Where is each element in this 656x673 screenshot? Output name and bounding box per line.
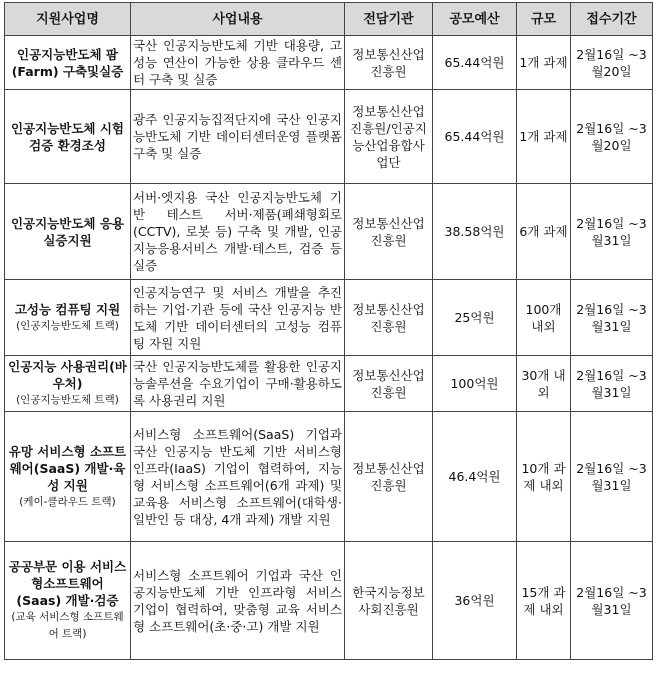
program-agency: 정보통신산업진흥원: [345, 412, 433, 542]
program-track: (케이-클라우드 트랙): [19, 495, 116, 508]
program-name: 인공지능반도체 시험검증 환경조성: [10, 120, 125, 153]
program-period: 2월16일 ~3월31일: [571, 356, 653, 412]
program-agency: 정보통신산업진흥원: [345, 356, 433, 412]
header-scale: 규모: [517, 3, 571, 36]
program-content: 인공지능연구 및 서비스 개발을 추진하는 기업·기관 등에 국산 인공지능 반도체 기반 데이터센터의 고성능 컴퓨팅 자원 지원: [131, 280, 345, 356]
program-name-cell: [5, 542, 131, 660]
program-track: (교육 서비스형 소프트웨어 트랙): [11, 611, 124, 640]
program-period: 2월16일 ~3월20일: [571, 90, 653, 184]
program-name-cell: [5, 356, 131, 412]
program-budget: 25억원: [433, 280, 517, 356]
table-row: [5, 184, 653, 280]
program-content: 광주 인공지능집적단지에 국산 인공지능반도체 기반 데이터센터운영 플랫폼 구축 및 실증: [131, 90, 345, 184]
program-scale: 1개 과제: [517, 36, 571, 90]
program-name-cell: [5, 90, 131, 184]
program-agency: 한국지능정보사회진흥원: [345, 542, 433, 660]
program-scale: 30개 내외: [517, 356, 571, 412]
header-period: 접수기간: [571, 3, 653, 36]
program-period: 2월16일 ~3월31일: [571, 184, 653, 280]
program-name: 인공지능 사용권리(바우처): [8, 359, 127, 391]
program-budget: 65.44억원: [433, 90, 517, 184]
program-content: 서비스형 소프트웨어 기업과 국산 인공지능반도체 기반 인프라형 서비스 기업이 협력하여, 맞춤형 교육 서비스형 소프트웨어(초·중·고) 개발 지원: [131, 542, 345, 660]
program-scale: 15개 과제 내외: [517, 542, 571, 660]
program-name: 고성능 컴퓨팅 지원: [14, 301, 121, 317]
table-header-row: [5, 3, 653, 36]
program-name-cell: [5, 412, 131, 542]
program-budget: 46.4억원: [433, 412, 517, 542]
program-budget: 100억원: [433, 356, 517, 412]
program-agency: 정보통신산업진흥원: [345, 184, 433, 280]
program-content: 국산 인공지능반도체 기반 대용량, 고성능 연산이 가능한 상용 클라우드 센터 구축 및 실증: [131, 36, 345, 90]
program-name-cell: [5, 280, 131, 356]
program-period: 2월16일 ~3월31일: [571, 542, 653, 660]
program-name-cell: [5, 184, 131, 280]
program-name: 공공부문 이용 서비스형소프트웨어 (Saas) 개발·검증: [8, 559, 127, 608]
program-name: 인공지능반도체 팜(Farm) 구축및실증: [11, 46, 124, 79]
table-row: [5, 412, 653, 542]
header-agency: 전담기관: [345, 3, 433, 36]
program-track: (인공지능반도체 트랙): [16, 319, 119, 332]
header-budget: 공모예산: [433, 3, 517, 36]
program-scale: 10개 과제 내외: [517, 412, 571, 542]
program-budget: 65.44억원: [433, 36, 517, 90]
program-content: 서비스형 소프트웨어(SaaS) 기업과 국산 인공지능 반도체 기반 서비스형 인프라(IaaS) 기업이 협력하여, 지능형 서비스형 소프트웨어(6개 과제) 및 교육용 서비스형 소프트웨어(대학생·일반인 등 대상, 4개 과제) 개발 지원: [131, 412, 345, 542]
program-content: 국산 인공지능반도체를 활용한 인공지능솔루션을 수요기업이 구매·활용하도록 사용권리 지원: [131, 356, 345, 412]
program-content: 서버·엣지용 국산 인공지능반도체 기반 테스트 서버·제품(폐쇄형회로(CCTV), 로봇 등) 구축 및 개발, 인공지능응용서비스 개발·테스트, 검증 등 실증: [131, 184, 345, 280]
program-scale: 6개 과제: [517, 184, 571, 280]
program-budget: 36억원: [433, 542, 517, 660]
table-row: [5, 356, 653, 412]
program-scale: 1개 과제: [517, 90, 571, 184]
program-budget: 38.58억원: [433, 184, 517, 280]
program-agency: 정보통신산업진흥원: [345, 36, 433, 90]
table-row: [5, 542, 653, 660]
program-agency: 정보통신산업진흥원: [345, 280, 433, 356]
table-row: [5, 90, 653, 184]
program-name: 인공지능반도체 응용실증지원: [10, 215, 125, 248]
program-track: (인공지능반도체 트랙): [16, 394, 119, 406]
program-agency: 정보통신산업진흥원/인공지능산업융합사업단: [345, 90, 433, 184]
table-row: [5, 280, 653, 356]
table-row: [5, 36, 653, 90]
program-table: [4, 2, 653, 660]
program-period: 2월16일 ~3월20일: [571, 36, 653, 90]
program-period: 2월16일 ~3월31일: [571, 280, 653, 356]
header-content: 사업내용: [131, 3, 345, 36]
header-program-name: 지원사업명: [5, 3, 131, 36]
program-name-cell: [5, 36, 131, 90]
program-name: 유망 서비스형 소프트웨어(SaaS) 개발·육성 지원: [8, 443, 127, 493]
program-scale: 100개 내외: [517, 280, 571, 356]
program-period: 2월16일 ~3월31일: [571, 412, 653, 542]
